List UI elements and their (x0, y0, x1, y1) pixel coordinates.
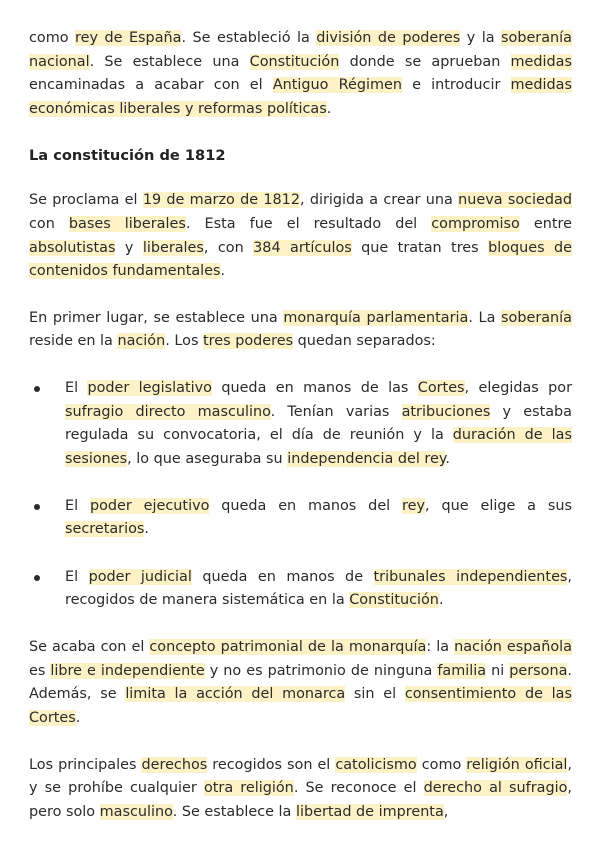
highlighted-text: nación (117, 333, 166, 350)
highlighted-text: soberanía nacional (29, 30, 572, 70)
text-run: reside en la (29, 333, 118, 350)
highlighted-text: Antiguo Régimen (272, 77, 402, 94)
highlighted-text: derecho al sufragio (423, 780, 568, 797)
highlighted-text: tres poderes (203, 333, 294, 350)
highlighted-text: libertad de imprenta (295, 803, 444, 820)
text-run: Se proclama el (29, 192, 143, 209)
highlighted-text: poder legislativo (87, 379, 212, 396)
highlighted-text: limita la acción del monarca (125, 686, 346, 703)
text-run: . Se reconoce el (293, 780, 424, 797)
highlighted-text: poder judicial (88, 568, 192, 585)
text-run: , lo que aseguraba su (127, 450, 288, 467)
highlighted-text: soberanía (501, 309, 572, 326)
paragraph (29, 189, 572, 283)
paragraph (29, 307, 572, 354)
section-heading: La constitución de 1812 (29, 147, 226, 165)
text-run: , pero solo (29, 780, 572, 820)
text-run: y la (460, 30, 502, 46)
highlighted-text: bases liberales (68, 215, 186, 232)
text-run: : la (426, 639, 455, 656)
highlighted-text: religión oficial (466, 756, 568, 773)
highlighted-text: masculino (99, 803, 173, 820)
text-run: encaminadas a acabar con el (29, 77, 273, 94)
text-run: queda en manos del (209, 497, 403, 514)
text-run: . Tenían varias (270, 403, 402, 420)
text-run: queda en manos de las (211, 379, 418, 396)
text-run: como (416, 756, 467, 773)
bullet-list (29, 377, 572, 613)
text-run: queda en manos de (191, 568, 374, 585)
text-run: recogidos son el (207, 756, 336, 773)
text-run: ni (486, 662, 510, 679)
text-run: . Los (165, 333, 204, 350)
text-run: El (65, 568, 89, 585)
highlighted-text: absolutistas (29, 239, 116, 256)
text-run: Los principales (29, 756, 142, 773)
highlighted-text: Constitución (249, 53, 340, 70)
text-run: . (326, 100, 332, 117)
text-run: . Esta fue el resultado del (185, 215, 432, 232)
text-run: y no es patrimonio de ninguna (204, 662, 438, 679)
text-run: . (438, 592, 444, 609)
text-run: . (445, 450, 450, 467)
highlighted-text: duración de las sesiones (65, 427, 572, 467)
highlighted-text: concepto patrimonial de la monarquía (149, 639, 427, 656)
highlighted-text: Cortes (417, 379, 465, 396)
text-run: . La (468, 309, 502, 326)
text-run: , que elige a sus (425, 497, 572, 514)
text-run: es (29, 662, 51, 679)
highlighted-text: bloques de contenidos fundamentales (29, 239, 573, 280)
text-run: y estaba regulada su convocatoria, el día de reunión y la (65, 403, 572, 444)
highlighted-text: libre e independiente (50, 662, 205, 679)
text-run: , dirigida a crear una (299, 192, 459, 209)
highlighted-text: liberales (142, 239, 204, 256)
text-run: entre (519, 215, 572, 232)
text-run: que tratan tres (351, 239, 489, 256)
highlighted-text: nación española (454, 639, 572, 656)
highlighted-text: Constitución (349, 592, 439, 609)
highlighted-text: familia (437, 662, 487, 679)
text-run: como (29, 30, 76, 46)
highlighted-text: derechos (141, 756, 208, 773)
highlighted-text: catolicismo (335, 756, 417, 773)
highlighted-text: sufragio directo masculino (65, 403, 271, 420)
highlighted-text: rey (402, 497, 426, 514)
list-item (29, 566, 572, 613)
highlighted-text: atribuciones (401, 403, 491, 420)
text-run: , (443, 803, 449, 820)
highlighted-text: tribunales independientes (373, 568, 568, 585)
text-run: . Se establece la (172, 803, 296, 820)
text-run: El (65, 379, 88, 396)
paragraph (29, 754, 572, 825)
text-run: sin el (345, 686, 405, 703)
list-item (29, 495, 572, 542)
highlighted-text: otra religión (203, 780, 294, 797)
text-run: Se acaba con el (29, 639, 150, 656)
text-run: y (115, 239, 143, 256)
highlighted-text: medidas (510, 53, 572, 70)
list-item (29, 377, 572, 471)
highlighted-text: poder ejecutivo (89, 497, 210, 514)
highlighted-text: persona (509, 662, 568, 679)
text-run: con (29, 215, 69, 232)
text-run: , elegidas por (464, 379, 573, 396)
text-run: . (220, 263, 226, 280)
text-run: , con (203, 239, 254, 256)
text-run: . (75, 709, 81, 726)
highlighted-text: medidas económicas liberales y reformas políticas (29, 77, 572, 117)
highlighted-text: consentimiento de las Cortes (29, 686, 572, 726)
highlighted-text: monarquía parlamentaria (283, 309, 469, 326)
text-run: , recogidos de manera sistemática en la (65, 568, 572, 609)
paragraph (29, 27, 572, 121)
highlighted-text: 19 de marzo de 1812 (142, 192, 300, 209)
text-run: . Se estableció la (181, 30, 317, 46)
highlighted-text: división de poderes (316, 30, 461, 46)
paragraph (29, 636, 572, 730)
highlighted-text: nueva sociedad (458, 192, 572, 209)
text-run: quedan separados: (293, 333, 436, 350)
highlighted-text: compromiso (431, 215, 520, 232)
text-run: . (144, 521, 149, 538)
text-run: e introducir (401, 77, 511, 94)
text-run: En primer lugar, se establece una (29, 309, 284, 326)
highlighted-text: secretarios (65, 521, 145, 538)
highlighted-text: independencia del rey (287, 450, 446, 467)
text-run: . Se establece una (89, 53, 250, 70)
text-run: , y se prohíbe cualquier (29, 756, 572, 797)
highlighted-text: 384 artículos (253, 239, 352, 256)
text-run: El (65, 497, 90, 514)
text-run: . Además, se (29, 662, 572, 703)
text-run: donde se aprueban (339, 53, 511, 70)
highlighted-text: rey de España (75, 30, 182, 46)
